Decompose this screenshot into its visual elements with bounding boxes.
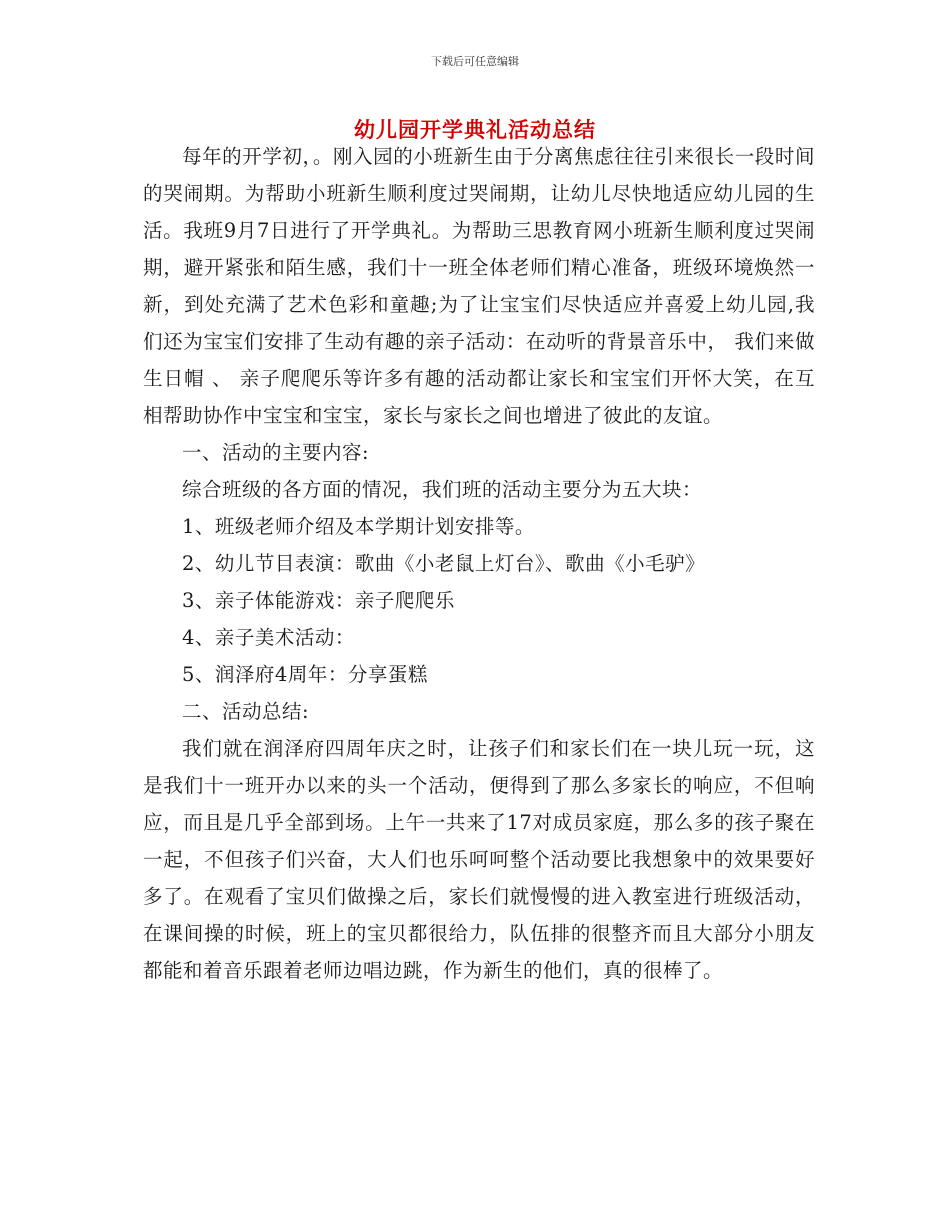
list-item: 5、润泽府4周年：分享蛋糕	[182, 663, 428, 686]
section1-heading: 一、活动的主要内容:	[182, 441, 370, 464]
list-item: 1、班级老师介绍及本学期计划安排等。	[182, 515, 535, 538]
document-title: 幼儿园开学典礼活动总结	[354, 118, 596, 142]
section2-heading: 二、活动总结:	[182, 700, 310, 723]
section2-paragraph: 我们就在润泽府四周年庆之时，让孩子们和家长们在一块儿玩一玩，这是我们十一班开办以来的头一个活动，便得到了那么多家长的响应，不但响应，而且是几乎全部到场。上午一共来了17对成员家庭，那么多的孩子聚在一起，不但孩子们兴奋，大人们也乐呵呵整个活动要比我想象中的效果要好多了。在观看了宝贝们做操之后，家长们就慢慢的进入教室进行班级活动，在课间操的时候，班上的宝贝都很给力，队伍排的很整齐而且大部分小朋友都能和着音乐跟着老师边唱边跳，作为新生的他们，真的很棒了。	[143, 737, 815, 982]
section1-summary: 综合班级的各方面的情况，我们班的活动主要分为五大块：	[182, 478, 703, 501]
intro-paragraph: 每年的开学初，。刚入园的小班新生由于分离焦虑往往引来很长一段时间的哭闹期。为帮助小班新生顺利度过哭闹期，让幼儿尽快地适应幼儿园的生活。我班9月7日进行了开学典礼。为帮助三思教育网小班新生顺利度过哭闹期，避开紧张和陌生感，我们十一班全体老师们精心准备，班级环境焕然一新，到处充满了艺术色彩和童趣;为了让宝宝们尽快适应并喜爱上幼儿园,我们还为宝宝们安排了生动有趣的亲子活动：在动听的背景音乐中， 我们来做生日帽 、 亲子爬爬乐等许多有趣的活动都让家长和宝宝们开怀大笑，在互相帮助协作中宝宝和宝宝，家长与家长之间也增进了彼此的友谊。	[143, 145, 815, 427]
list-item: 4、亲子美术活动：	[182, 626, 355, 649]
list-item: 2、幼儿节目表演：歌曲《小老鼠上灯台》、歌曲《小毛驴》	[182, 552, 706, 575]
list-item: 3、亲子体能游戏：亲子爬爬乐	[182, 589, 455, 612]
document-body	[143, 138, 815, 989]
header-note: 下载后可任意编辑	[431, 55, 519, 68]
